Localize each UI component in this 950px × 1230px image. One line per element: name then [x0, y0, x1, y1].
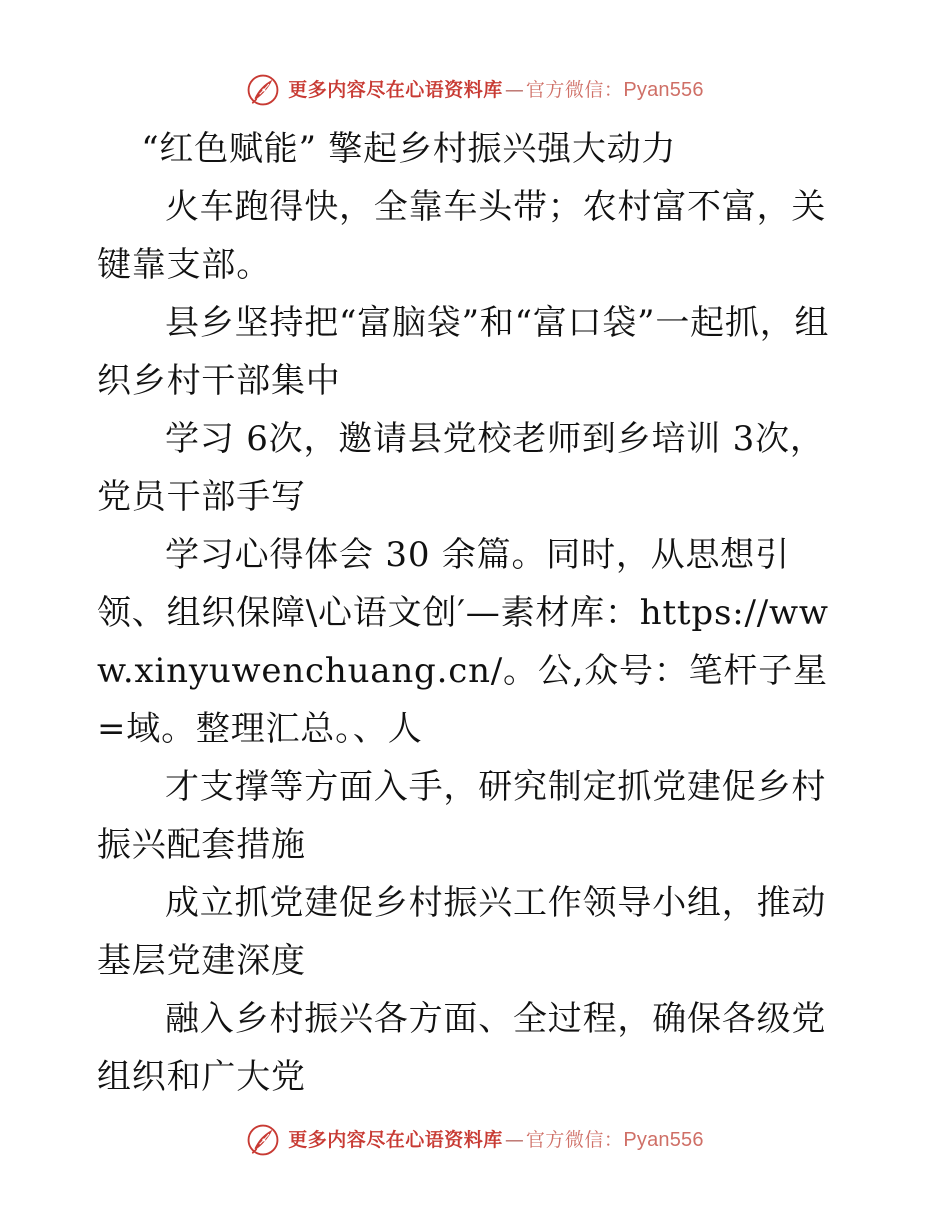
- watermark-contact-label: 官方微信：: [525, 78, 624, 101]
- paragraph: 成立抓党建促乡村振兴工作领导小组，推动基层党建深度: [97, 883, 827, 981]
- watermark-header: [0, 68, 950, 112]
- quill-pen-logo-icon: [246, 1123, 280, 1157]
- paragraph: 才支撑等方面入手，研究制定抓党建促乡村振兴配套措施: [97, 767, 827, 865]
- watermark-contact-id: Pyan556: [623, 1129, 704, 1151]
- watermark-text: [288, 80, 703, 100]
- watermark-separator: —: [504, 1128, 524, 1151]
- paragraph: 学习 6次，邀请县党校老师到乡培训 3次，党员干部手写: [97, 419, 825, 517]
- paragraph: 融入乡村振兴各方面、全过程，确保各级党组织和广大党: [97, 999, 827, 1097]
- watermark-contact-id: Pyan556: [623, 79, 704, 101]
- paragraph: 火车跑得快，全靠车头带；农村富不富，关键靠支部。: [97, 187, 827, 285]
- quill-pen-logo-icon: [246, 73, 280, 107]
- watermark-text: [288, 1130, 703, 1150]
- watermark-brand: 更多内容尽在心语资料库: [288, 1128, 503, 1151]
- watermark-separator: —: [504, 78, 524, 101]
- watermark-footer: [0, 1118, 950, 1162]
- watermark-brand: 更多内容尽在心语资料库: [288, 78, 503, 101]
- document-title: “红色赋能” 擎起乡村振兴强大动力: [141, 129, 677, 169]
- watermark-contact-label: 官方微信：: [525, 1128, 624, 1151]
- paragraph: 县乡坚持把“富脑袋”和“富口袋”一起抓，组织乡村干部集中: [97, 303, 830, 401]
- document-body: [97, 120, 853, 1106]
- paragraph: 学习心得体会 30 余篇。同时，从思想引领、组织保障\心语文创′—素材库：https://www.xinyuwenchuang.cn/。公,众号：笔杆子星=域。整理汇总。、人: [97, 535, 829, 749]
